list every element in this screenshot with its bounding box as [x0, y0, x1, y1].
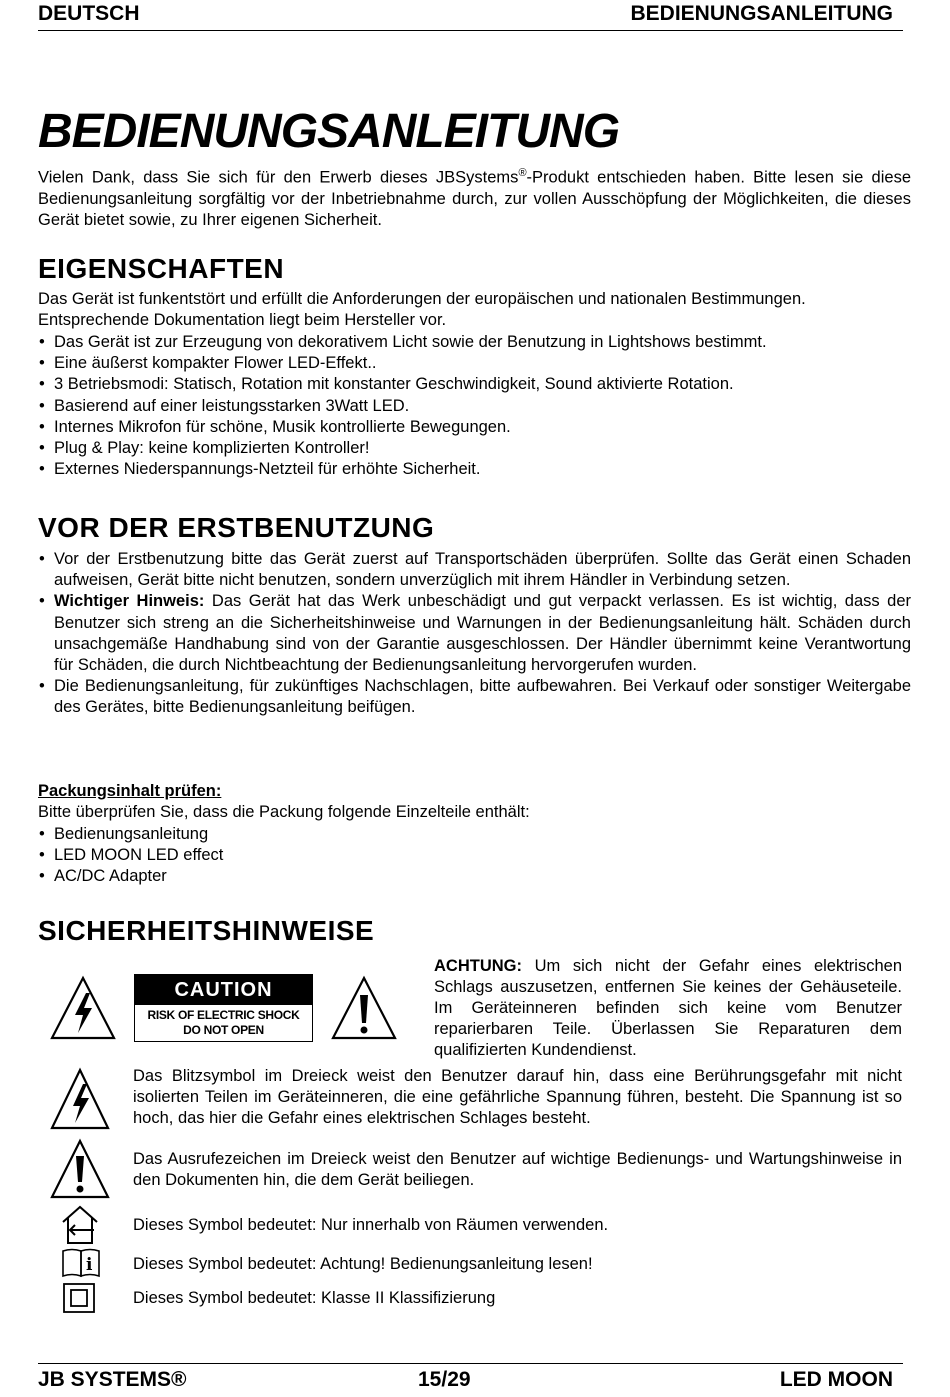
section-title-features: EIGENSCHAFTEN	[38, 253, 285, 284]
list-item: • 3 Betriebsmodi: Statisch, Rotation mit konstanter Geschwindigkeit, Sound aktivierte Rotation.	[38, 374, 911, 395]
class-two-text: Dieses Symbol bedeutet: Klasse II Klassifizierung	[133, 1289, 496, 1307]
list-item: • Eine äußerst kompakter Flower LED-Effekt..	[38, 353, 911, 374]
lightning-explanation: Das Blitzsymbol im Dreieck weist den Benutzer darauf hin, dass eine Berührungsgefahr mit nicht isolierten Teilen im Geräteinneren, die eine gefährliche Spannung führen, besteht. Die Spannung ist so hoch, das hier die Gefahr eines elektrischen Schlages besteht.	[133, 1067, 902, 1127]
features-intro-line1: Das Gerät ist funkentstört und erfüllt die Anforderungen der europäischen und nationalen Bestimmungen.	[38, 290, 806, 308]
list-item: • Bedienungsanleitung	[38, 824, 911, 845]
exclamation-triangle-icon	[49, 1138, 111, 1200]
list-item: • Internes Mikrofon für schöne, Musik kontrollierte Bewegungen.	[38, 417, 911, 438]
section-title-before-use: VOR DER ERSTBENUTZUNG	[38, 512, 435, 543]
important-note-label: Wichtiger Hinweis:	[54, 592, 205, 611]
achtung-label: ACHTUNG:	[434, 957, 522, 975]
list-item: • Das Gerät ist zur Erzeugung von dekorativem Licht sowie der Benutzung in Lightshows bestimmt.	[38, 332, 911, 353]
page-header	[38, 2, 903, 31]
list-item: • Vor der Erstbenutzung bitte das Gerät zuerst auf Transportschäden überprüfen. Sollte das Gerät einen Schaden aufweisen, Gerät bitte nicht benutzen, sondern unverzüglich mit ihrem Händler in Verbindung setzen.	[38, 549, 911, 591]
page-title: BEDIENUNGSANLEITUNG	[38, 105, 620, 158]
section-title-safety: SICHERHEITSHINWEISE	[38, 915, 375, 946]
footer-brand: JB SYSTEMS®	[38, 1368, 187, 1391]
registered-mark: ®	[518, 167, 527, 179]
important-note-text: Das Gerät hat das Werk unbeschädigt und gut verpackt verlassen. Es ist wichtig, dass der Benutzer sich streng an die Sicherheitshinweise und Warnungen in der Bedienungsanleitung hält. Schäden durch unsachgemäße Handhabung sind von der Garantie ausgeschlossen. Der Händler übernimmt keine Verantwortung für Schäden, die durch Nichtbeachtung der Bedienungsanleitung hervorgerufen wurden.	[54, 592, 912, 675]
exclamation-triangle-icon	[330, 975, 398, 1041]
caution-subtext	[135, 1005, 312, 1038]
package-title	[38, 781, 911, 802]
features-list	[38, 332, 911, 480]
intro-paragraph	[38, 163, 911, 231]
package-title-text: Packungsinhalt prüfen:	[38, 782, 222, 800]
read-manual-text: Dieses Symbol bedeutet: Achtung! Bedienungsanleitung lesen!	[133, 1255, 593, 1273]
header-doc-type: BEDIENUNGSANLEITUNG	[630, 2, 893, 25]
page-footer	[38, 1363, 903, 1396]
lightning-triangle-icon	[49, 975, 117, 1041]
footer-product: LED MOON	[779, 1368, 893, 1391]
package-intro: Bitte überprüfen Sie, dass die Packung folgende Einzelteile enthält:	[38, 803, 530, 821]
list-item: • Die Bedienungsanleitung, für zukünftiges Nachschlagen, bitte aufbewahren. Bei Verkauf oder sonstiger Weitergabe des Gerätes, bitte Bedienungsanleitung beifügen.	[38, 676, 911, 718]
before-use-list	[38, 549, 911, 719]
intro-text-b: -Produkt entschieden haben. Bitte lesen sie diese Bedienungsanleitung sorgfältig vor der Inbetriebnahme durch, zur vollen Ausschöpfung der Möglichkeiten, die dieses Gerät bietet sowie, zu Ihrer eigenen Sicherheit.	[38, 168, 911, 229]
intro-text-a: Vielen Dank, dass Sie sich für den Erwerb dieses JBSystems	[38, 168, 519, 187]
caution-label	[134, 974, 313, 1042]
caution-line1: RISK OF ELECTRIC SHOCK	[147, 1008, 300, 1022]
read-manual-icon	[60, 1247, 102, 1279]
features-intro	[38, 289, 911, 331]
indoor-use-icon	[60, 1204, 100, 1246]
list-item: • Plug & Play: keine komplizierten Kontroller!	[38, 438, 911, 459]
features-intro-line2: Entsprechende Dokumentation liegt beim Hersteller vor.	[38, 311, 447, 329]
list-item	[38, 591, 911, 676]
header-language: DEUTSCH	[38, 2, 140, 25]
svg-text:i: i	[86, 1255, 93, 1275]
class-two-icon	[62, 1282, 96, 1314]
achtung-text: Um sich nicht der Gefahr eines elektrischen Schlags auszusetzen, entfernen Sie keines der Gehäuseteile. Im Geräteinneren befinden sich keine vom Benutzer reparierbaren Teile. Überlassen Sie Reparaturen dem qualifizierten Kundendienst.	[434, 957, 902, 1059]
list-item: • Externes Niederspannungs-Netzteil für erhöhte Sicherheit.	[38, 459, 911, 480]
caution-line2: DO NOT OPEN	[183, 1023, 264, 1037]
caution-heading: CAUTION	[135, 975, 312, 1005]
list-item: • LED MOON LED effect	[38, 845, 911, 866]
list-item: • AC/DC Adapter	[38, 866, 911, 887]
page-number: 15/29	[418, 1368, 471, 1391]
list-item: • Basierend auf einer leistungsstarken 3Watt LED.	[38, 396, 911, 417]
lightning-triangle-icon	[49, 1067, 111, 1131]
exclamation-explanation: Das Ausrufezeichen im Dreieck weist den Benutzer auf wichtige Bedienungs- und Wartungshinweise in den Dokumenten hin, die dem Gerät beiliegen.	[133, 1150, 902, 1189]
indoor-use-text: Dieses Symbol bedeutet: Nur innerhalb von Räumen verwenden.	[133, 1216, 609, 1234]
achtung-paragraph	[434, 956, 902, 1061]
package-list	[38, 824, 911, 888]
